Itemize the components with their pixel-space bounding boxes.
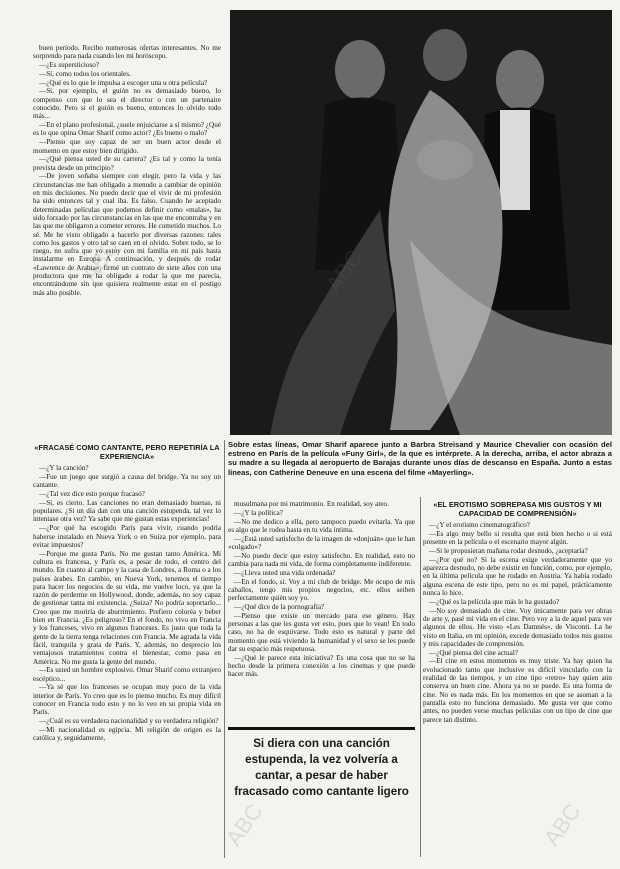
paragraph: —¿Qué dice de la pornografía? <box>234 603 325 612</box>
paragraph: —Si, por ejemplo, el guión no es demasiado bueno, lo compenso con que lo sea el director o con un partenaire conocido. Pero si el guión es bueno, entonces lo olvido todo más... <box>33 87 221 121</box>
paragraph: —¿Y la canción? <box>39 464 89 473</box>
article-column-middle <box>228 500 415 720</box>
subheading-right: «EL EROTISMO SOBREPASA MIS GUSTOS Y MI CAPACIDAD DE COMPRENSIÓN» <box>433 500 602 518</box>
watermark: ABC <box>538 799 586 851</box>
photo-image <box>230 10 612 435</box>
paragraph: —No me dedico a ella, pero tampoco puedo evitarla. Ya que es algo que le rodea hasta en tu vida íntima. <box>228 517 415 534</box>
paragraph: —Fue un juego que surgió a causa del bridge. Ya no soy un cantante. <box>33 472 221 490</box>
paragraph: —¿Qué piensa usted de su carrera? ¿Es tal y como la tenía prevista desde un principio? <box>33 155 221 172</box>
paragraph: —¿Qué le parece esta iniciativa? Es una cosa que no se ha hecho desde la primera conexión a los cinemas y que puede hacer más. <box>228 653 415 679</box>
paragraph: —No soy demasiado de cine. Voy únicamente para ver obras de arte y, pasé mi vida en el cine. Pero voy a la de aquel para ver algunos de ellos. He visto «Les Damnés», de Visconti. La he visto en Italia, en mi opinión, excede demasiado todos mis gustos y mis capacidades de comprensión. <box>423 606 612 648</box>
pull-quote: Si diera con una canción estupenda, la vez volvería a cantar, a pesar de haber fracasado como cantante ligero <box>228 727 415 852</box>
paragraph: —¿Cuál es su verdadera nacionalidad y su verdadera religión? <box>39 717 219 726</box>
paragraph: —¿Qué piensa del cine actual? <box>429 648 519 657</box>
paragraph: —¿Está usted satisfecho de la imagen de «donjuán» que le han «colgado»? <box>228 534 415 551</box>
article-column-left-lower <box>33 440 221 860</box>
column-divider <box>224 440 225 858</box>
paragraph: —Porque me gusta París. No me gustan tanto América. Mi cultura es francesa, y París es, a pesar de todo, el centro del mundo. En cuanto al campo y la casa de Londres, a Roma o a los países árabes. En cambio, en Nueva York, tenemos el tiempo para hacer los negocios de su vida, me vuelve loco, ya que la razón de perderme en Hollywood, donde, además, no soy capaz de gestionar tanta mi existencia. ¿Suiza? No podría soportarlo... Creo que me moriría de aburrimiento. Prefiero coloréa y beber bien en Francia. ¿Es peligroso? En el fondo, no vivo en Francia y los franceses, vivo en algunos franceses. Es justo que toda la gente de la tierra tenga relaciones con Francia. Me agrada la vida fácil, tranquila y grata de París. Y, además, no desprecio los ventajosos tratamientos contra el bienestar, como pasa en América. No me gusta la gente del mundo. <box>33 549 221 666</box>
paragraph: buen período. Recibo numerosas ofertas interesantes. No me sorprendo para nada cuando leo mi horóscopo. <box>33 44 221 61</box>
paragraph: —¿Lleva usted una vida ordenada? <box>234 568 336 577</box>
column-divider <box>420 497 421 857</box>
paragraph: —¿Qué es la película que más le ha gustado? <box>429 597 560 606</box>
paragraph: —En el plano profesional, ¿suele enjuiciarse a sí mismo? ¿Qué es lo que opina Omar Sharif como actor? ¿Es bueno o malo? <box>33 121 221 138</box>
paragraph: —De joven soñaba siempre con elegir, pero la vida y las circunstancias me han obligado a menudo a cambiar de opinión en mis decisiones. No puedo decir que el vivir de mi profesión ha sido entonces tal y cual iba. Es falso. Cuando he aceptado determinadas películas que podemos definir como «malas», ha sido forzado por las circunstancias en las que me encontraba y en las que me obligaron a cometer errores. He cometido muchos. Lo sé. Me he visto obligado a hacerlo por diversas razones: tales como los gastos y otro tal se caen en el olvido. Sobre todo, se lo ruego, no sufra que yo estoy con mi familia en mi país hasta instalarme en Europa. A continuación, y después de rodar «Lawrence de Arabia», firmé un contrato de siete años con una productora que me ha obligado a rodar la que me parecía, encontrándome sin que quisiera realmente estar en el postigo más alto posible. <box>33 172 221 297</box>
paragraph: —¿Y el erotismo cinematográfico? <box>429 521 530 530</box>
paragraph: —Si le propusieran mañana rodar desnudo, ¿aceptaría? <box>429 547 588 556</box>
article-column-left <box>33 44 221 438</box>
paragraph: —En el fondo, sí. Voy a mi club de bridge. Me ocupo de mis caballos, tengo mis propios negocios, etc. ellos seiben perfectamente quién soy yo. <box>228 577 415 603</box>
paragraph: —Pienso que existe un mercado para ese género. Hay personas a las que les gusta ver esto, pues que lo vean! En todo caso, no ha de esquivarse. Todo esto es natural y parte del momento que está viviendo la humanidad y el sexo se les puede dar su espacio más respetuosa. <box>228 611 415 654</box>
paragraph: —Sí, como todos los orientales. <box>39 69 131 78</box>
paragraph: musulmana por mi matrimonio. En realidad, soy ateo. <box>234 500 389 508</box>
article-column-right <box>423 497 612 859</box>
paragraph: —El cine en estos momentos es muy triste. Ya hay quien ha evolucionado tanto que inclusive es difícil vincularlo con la realidad de las tiempos, y un cine tipo «retro» hay quien aún conserva un buen cine. Ahora ya no se puede. Es una forma de cine. No es nada más. En los momentos en que se asoman a la pantalla esto no funciona demasiado. Me gusta ver que como antes, no pueden verse muchas películas con un tipo de cine que parece tan distinto. <box>423 657 612 724</box>
paragraph: —Es usted un hombre explosivo. Omar Sharif como extranjero escéptico... <box>33 666 221 683</box>
paragraph: —Ya sé que los franceses se ocupan muy poco de la vida interior de París. Yo creo que es lo pienso mucho. Es muy difícil conocer en Francia todo esto y no lo veo en su propia vida en París. <box>33 683 221 717</box>
paragraph: —Mi nacionalidad es egipcia. Mi religión de origen es la católica y, seguidamente, <box>33 725 221 743</box>
paragraph: —¿Por qué ha escogido París para vivir, cuando podría haberse instalado en Nueva York o en Suiza por ejemplo, para evitar impuestos? <box>33 524 221 549</box>
paragraph: —¿Tal vez dice esto porque fracasó? <box>39 490 145 499</box>
photo-caption: Sobre estas líneas, Omar Sharif aparece junto a Barbra Streisand y Maurice Chevalier con ocasión del estreno en París de la película «Funy Girl», de la que es intérprete. A la derecha, arriba, el actor abraza a su madre a su llegada al aeropuerto de Barajas durante unos días de descanso en España. Junto a estas líneas, con Catherine Deneuve en una escena del filme «Mayerling». <box>228 440 612 477</box>
photo-omar-sharif <box>230 10 612 435</box>
watermark: ABC <box>220 799 268 851</box>
paragraph: —Es algo muy bello si resulta que está bien hecho o si está presente en la película o el escenario mayor algún. <box>423 529 612 547</box>
paragraph: —No puedo decir que estoy satisfecho. En realidad, esto no cambia para nada mi vida, de forma completamente indiferente. <box>228 551 415 569</box>
paragraph: —¿Es supersticioso? <box>39 61 100 70</box>
paragraph: —Sí, es cierto. Las canciones no eran demasiado buenas, ni populares. ¿Si un día dan con una canción estupenda, tal vez lo intentase otra vez? Ya sabe que me gustan estas experiencias! <box>33 498 221 524</box>
paragraph: —¿Por qué no? Si la escena exige verdaderamente que yo aparezca desnudo, no debe existir en función, como, por ejemplo, en la última película que he rodado en Austria. Ya había rodado alguna escena de este tipo, pero no es mi papel, prácticamente nunca lo hice. <box>423 555 612 598</box>
paragraph: —¿Qué es lo que le impulsa a escoger una u otra película? <box>39 78 208 87</box>
subheading-left: «FRACASÉ COMO CANTANTE, PERO REPETIRÍA LA EXPERIENCIA» <box>34 443 220 461</box>
paragraph: —¿Y la política? <box>234 508 283 517</box>
paragraph: —Pienso que soy capaz de ser un buen actor desde el momento en que estoy bien dirigido. <box>33 138 221 155</box>
watermark: ABC <box>76 235 124 287</box>
